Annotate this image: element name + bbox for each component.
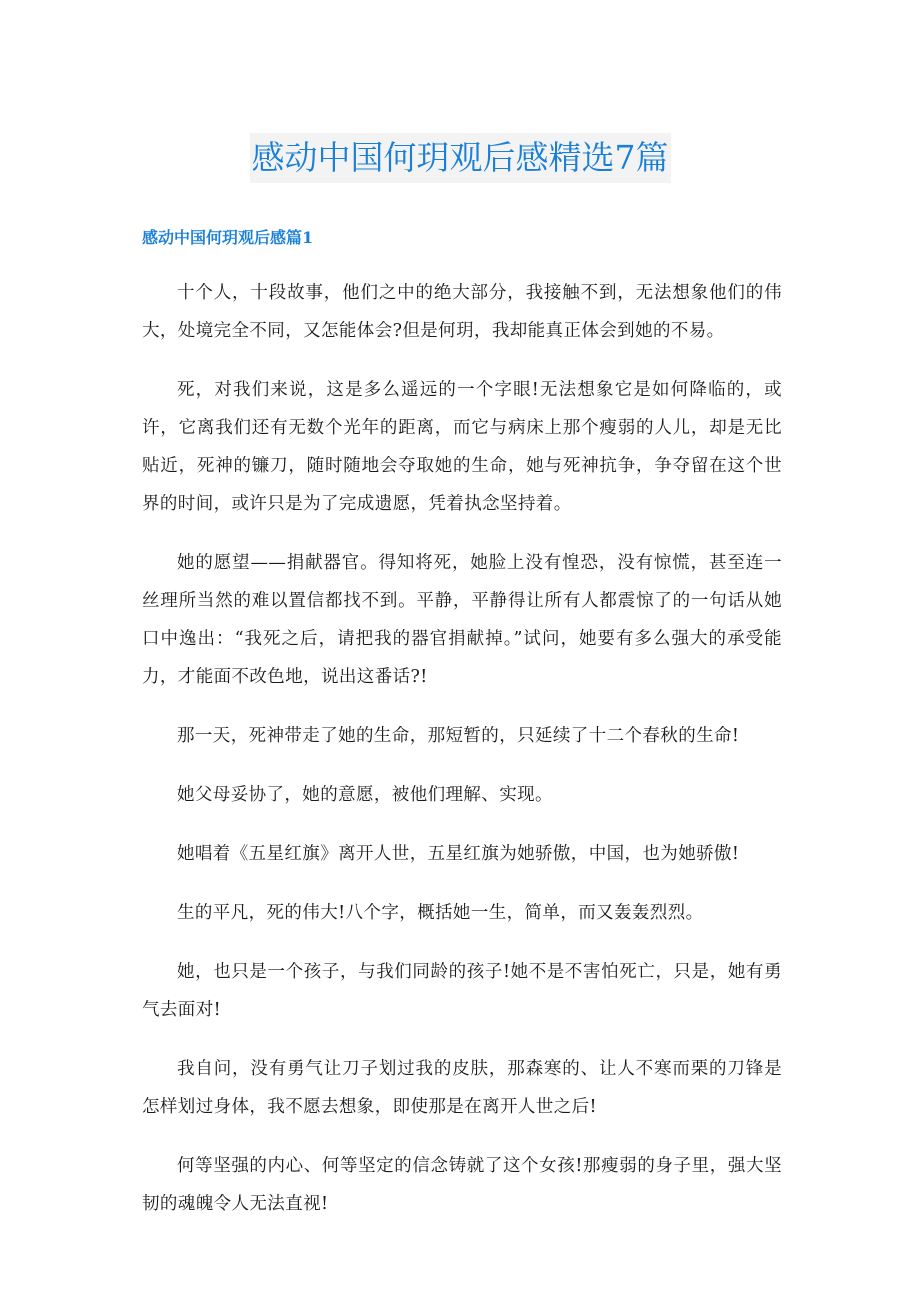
document-title: 感动中国何玥观后感精选7篇	[250, 133, 671, 183]
paragraph: 她父母妥协了，她的意愿，被他们理解、实现。	[177, 785, 553, 805]
section-heading: 感动中国何玥观后感篇1	[142, 228, 314, 247]
paragraph: 她，也只是一个孩子，与我们同龄的孩子!她不是不害怕死亡，只是，她有勇气去面对!	[142, 962, 782, 1020]
paragraph: 何等坚强的内心、何等坚定的信念铸就了这个女孩!那瘦弱的身子里，强大坚韧的魂魄令人无法直视!	[142, 1156, 782, 1214]
paragraph: 生的平凡，死的伟大!八个字，概括她一生，简单，而又轰轰烈烈。	[177, 903, 704, 923]
paragraph: 她唱着《五星红旗》离开人世，五星红旗为她骄傲，中国，也为她骄傲!	[177, 844, 740, 864]
document-body	[142, 274, 782, 1244]
paragraph: 十个人，十段故事，他们之中的绝大部分，我接触不到，无法想象他们的伟大，处境完全不同，又怎能体会?但是何玥，我却能真正体会到她的不易。	[142, 283, 782, 341]
paragraph: 我自问，没有勇气让刀子划过我的皮肤，那森寒的、让人不寒而栗的刀锋是怎样划过身体，我不愿去想象，即使那是在离开人世之后!	[142, 1059, 782, 1117]
paragraph: 那一天，死神带走了她的生命，那短暂的，只延续了十二个春秋的生命!	[177, 726, 740, 746]
title-container	[0, 133, 920, 183]
paragraph: 她的愿望——捐献器官。得知将死，她脸上没有惶恐，没有惊慌，甚至连一丝理所当然的难以置信都找不到。平静，平静得让所有人都震惊了的一句话从她口中逸出：“我死之后，请把我的器官捐献掉。”试问，她要有多么强大的承受能力，才能面不改色地，说出这番话?!	[142, 553, 782, 687]
paragraph: 死，对我们来说，这是多么遥远的一个字眼!无法想象它是如何降临的，或许，它离我们还有无数个光年的距离，而它与病床上那个瘦弱的人儿，却是无比贴近，死神的镰刀，随时随地会夺取她的生命，她与死神抗争，争夺留在这个世界的时间，或许只是为了完成遗愿，凭着执念坚持着。	[142, 380, 782, 514]
